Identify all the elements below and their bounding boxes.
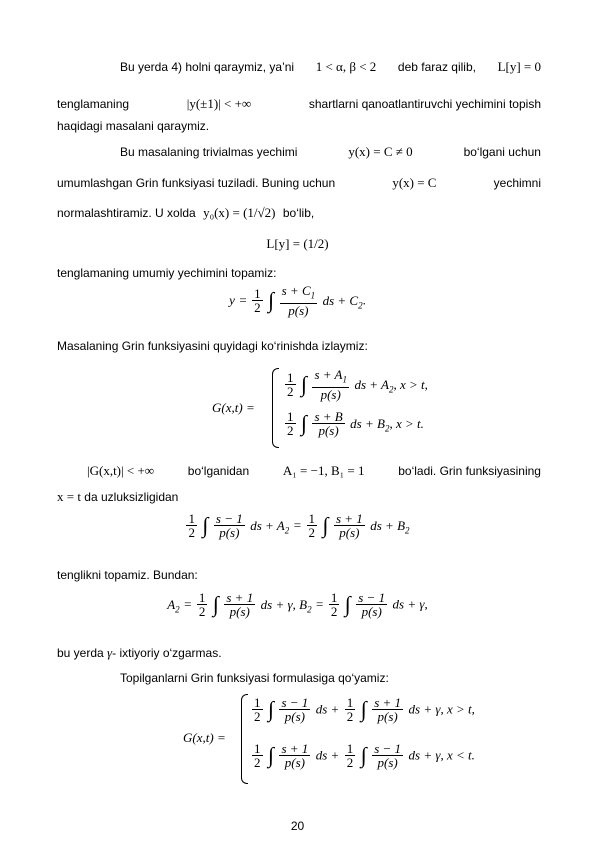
condition-green-bounded: |G(x,t)| < +∞	[87, 463, 155, 478]
paragraph-line-2	[57, 96, 541, 112]
text-satisfying: shartlarni qanoatlantiruvchi yechimini topish	[308, 97, 541, 111]
equation-a2-b2: $A_2$ = $\frac{1}{2}$ ∫ $\frac{s + 1}{p(s)}$ ds + γ, $B_2$ = $\frac{1}{2}$ ∫ $\frac{s - 1}{p(s)}$ ds + γ,	[167, 590, 428, 619]
values-a1-b1: A₁ = −1, B₁ = 1	[282, 463, 365, 478]
text-since: bo‘lganidan	[187, 464, 250, 478]
text-being: bo‘lib,	[282, 206, 315, 220]
equation-general-solution: y = $\frac{1}{2}$ ∫ $\frac{s + C_1}{p(s)}$ ds + $C_2$.	[229, 283, 366, 318]
text-general-solution: tenglamaning umumiy yechimini topamiz:	[57, 266, 277, 280]
equation-yx-c: y(x) = C ≠ 0	[348, 144, 413, 159]
equation-ly-half: L[y] = (1/2)	[266, 236, 329, 251]
paragraph-line-5	[57, 175, 541, 191]
boundary-condition: |y(±1)| < +∞	[186, 96, 252, 111]
text-solution: yechimni	[493, 176, 541, 190]
text-intro: Bu yerda 4) holni qaraymiz, ya’ni	[120, 60, 295, 74]
text-equation-word: tenglamaning	[57, 97, 130, 111]
text-continuity: da uzluksizligidan	[84, 490, 179, 504]
paragraph-line-4	[57, 144, 541, 160]
text-green-function: bo‘ladi. Grin funksiyasining	[398, 464, 541, 478]
text-where: bu yerda	[57, 646, 104, 660]
paragraph-line-10	[57, 489, 541, 505]
text-substitute: Topilganlarni Grin funksiyasi formulasiga qo‘yamiz:	[120, 671, 389, 685]
text-because: bo‘lgani uchun	[463, 145, 541, 159]
text-generalized: umumlashgan Grin funksiyasi tuziladi. Buning uchun	[57, 176, 336, 190]
equation-x-t: x = t	[57, 489, 81, 504]
paragraph-line-12	[57, 645, 541, 661]
paragraph-line-7	[57, 265, 541, 281]
variable-gamma: γ	[107, 645, 113, 660]
text-assume: deb faraz qilib,	[397, 60, 476, 74]
paragraph-line-11	[57, 567, 541, 583]
equation-continuity: $\frac{1}{2}$ ∫ $\frac{s - 1}{p(s)}$ ds + $A_2$ = $\frac{1}{2}$ ∫ $\frac{s + 1}{p(s)}$ ds + $B_2$	[188, 511, 410, 540]
text-normalize: normalashtiramiz. U xolda	[57, 206, 196, 220]
paragraph-line-13	[57, 670, 541, 686]
paragraph-line-6	[57, 205, 541, 221]
paragraph-line-8	[57, 338, 541, 354]
text-from-here: tenglikni topamiz. Bundan:	[57, 568, 198, 582]
text-nontrivial: Bu masalaning trivialmas yechimi	[120, 145, 298, 159]
equation-ly-zero: L[y] = 0	[497, 59, 541, 74]
text-problem: haqidagi masalani qaraymiz.	[57, 119, 210, 133]
page-number: 20	[290, 819, 305, 833]
equation-green-piecewise: G(x,t) = $\frac{1}{2}$ ∫ $\frac{s + A_1}{p(s)}$ ds + $A_2$, x > t, $\frac{1}{2}$ ∫ $\frac{s + B}{p(s)}$ ds + $B_2$, x > t.	[212, 366, 452, 450]
paragraph-line-3	[57, 118, 541, 134]
equation-green-final: G(x,t) = $\frac{1}{2}$ ∫ $\frac{s - 1}{p(s)}$ ds + $\frac{1}{2}$ ∫ $\frac{s + 1}{p(s)}$ ds + γ, x > t, $\frac{1}{2}$ ∫ $\frac{s + 1}{p(s)}$ ds + $\frac{1}{2}$ ∫ $\frac{s - 1}{p(s)}$ ds + γ, x < t.	[183, 692, 483, 786]
condition-alpha-beta: 1 < α, β < 2	[315, 59, 377, 74]
text-green-form: Masalaning Grin funksiyasini quyidagi ko‘rinishda izlaymiz:	[57, 339, 368, 353]
equation-yx-c-2: y(x) = C	[392, 175, 437, 190]
paragraph-line-9	[57, 463, 541, 479]
paragraph-line-1	[57, 59, 541, 75]
equation-y0: y₀(x) = (1/√2)	[203, 205, 276, 220]
text-arbitrary: - ixtiyoriy o‘zgarmas.	[112, 646, 222, 660]
